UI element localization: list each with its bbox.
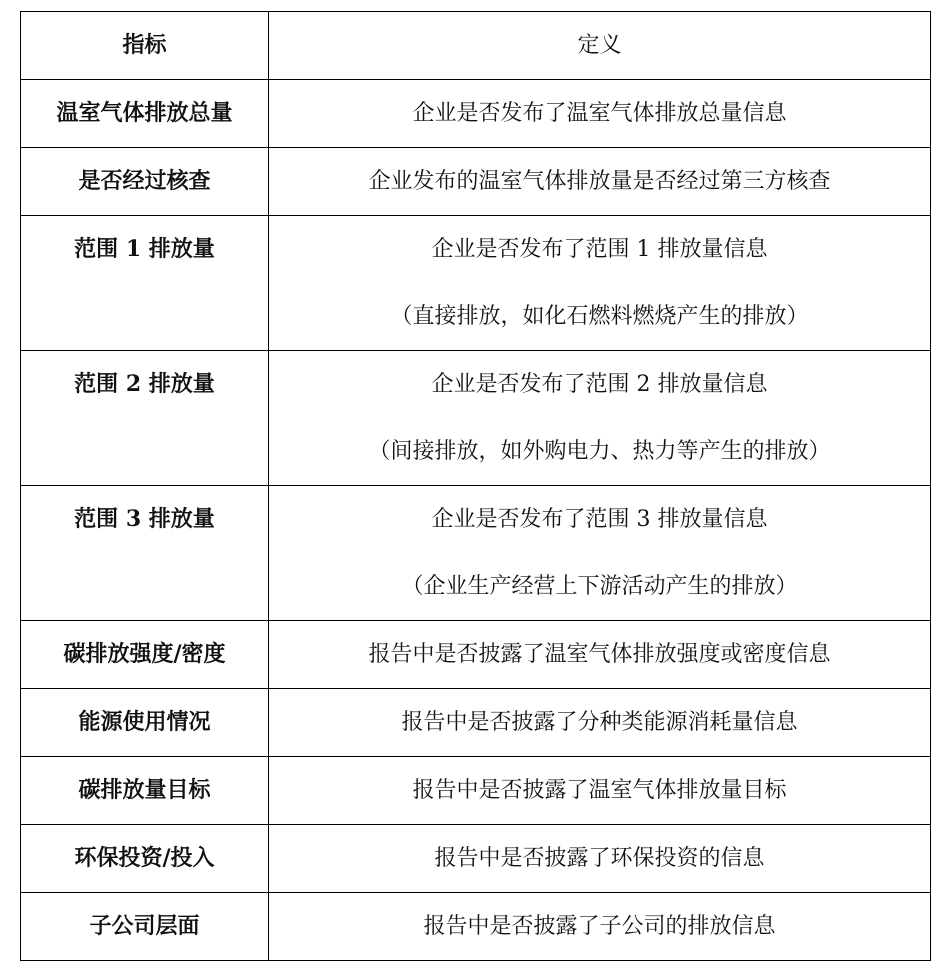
table-row — [21, 486, 931, 621]
table-header-row — [21, 12, 931, 80]
indicator-cell: 是否经过核查 — [21, 148, 269, 216]
indicator-cell: 碳排放强度/密度 — [21, 621, 269, 689]
definition-cell — [269, 148, 931, 216]
definition-note: （直接排放，如化石燃料燃烧产生的排放） — [390, 304, 809, 329]
definition-cell — [269, 216, 931, 351]
definition-line: 报告中是否披露了温室气体排放强度或密度信息 — [368, 642, 831, 667]
definition-note: （间接排放，如外购电力、热力等产生的排放） — [368, 439, 831, 464]
definition-line: 报告中是否披露了温室气体排放量目标 — [412, 778, 787, 803]
header-definition: 定义 — [269, 12, 931, 80]
definition-cell — [269, 80, 931, 148]
indicator-definition-table — [20, 11, 931, 961]
definition-note: （企业生产经营上下游活动产生的排放） — [401, 574, 798, 599]
indicator-cell: 温室气体排放总量 — [21, 80, 269, 148]
definition-line: 企业是否发布了范围 2 排放量信息 — [431, 372, 768, 397]
indicator-cell: 子公司层面 — [21, 893, 269, 961]
definition-cell — [269, 621, 931, 689]
indicator-cell: 碳排放量目标 — [21, 757, 269, 825]
indicator-cell: 范围 1 排放量 — [21, 216, 269, 351]
table-row — [21, 351, 931, 486]
table-row — [21, 621, 931, 689]
definition-line: 企业是否发布了温室气体排放总量信息 — [412, 101, 787, 126]
definition-cell — [269, 757, 931, 825]
definition-cell — [269, 825, 931, 893]
table-row — [21, 148, 931, 216]
header-indicator: 指标 — [21, 12, 269, 80]
table-row — [21, 80, 931, 148]
table-row — [21, 757, 931, 825]
definition-cell — [269, 486, 931, 621]
definition-cell — [269, 689, 931, 757]
indicator-cell: 能源使用情况 — [21, 689, 269, 757]
indicator-cell: 范围 2 排放量 — [21, 351, 269, 486]
definition-cell — [269, 893, 931, 961]
definition-line: 报告中是否披露了分种类能源消耗量信息 — [401, 710, 798, 735]
definition-line: 企业是否发布了范围 1 排放量信息 — [431, 237, 768, 262]
definition-line: 报告中是否披露了子公司的排放信息 — [423, 914, 776, 939]
definition-cell — [269, 351, 931, 486]
table-row — [21, 893, 931, 961]
indicator-cell: 范围 3 排放量 — [21, 486, 269, 621]
definition-line: 企业是否发布了范围 3 排放量信息 — [431, 507, 768, 532]
table-row — [21, 825, 931, 893]
definition-line: 报告中是否披露了环保投资的信息 — [434, 846, 765, 871]
table-row — [21, 216, 931, 351]
definition-line: 企业发布的温室气体排放量是否经过第三方核查 — [368, 169, 831, 194]
table-row — [21, 689, 931, 757]
indicator-cell: 环保投资/投入 — [21, 825, 269, 893]
